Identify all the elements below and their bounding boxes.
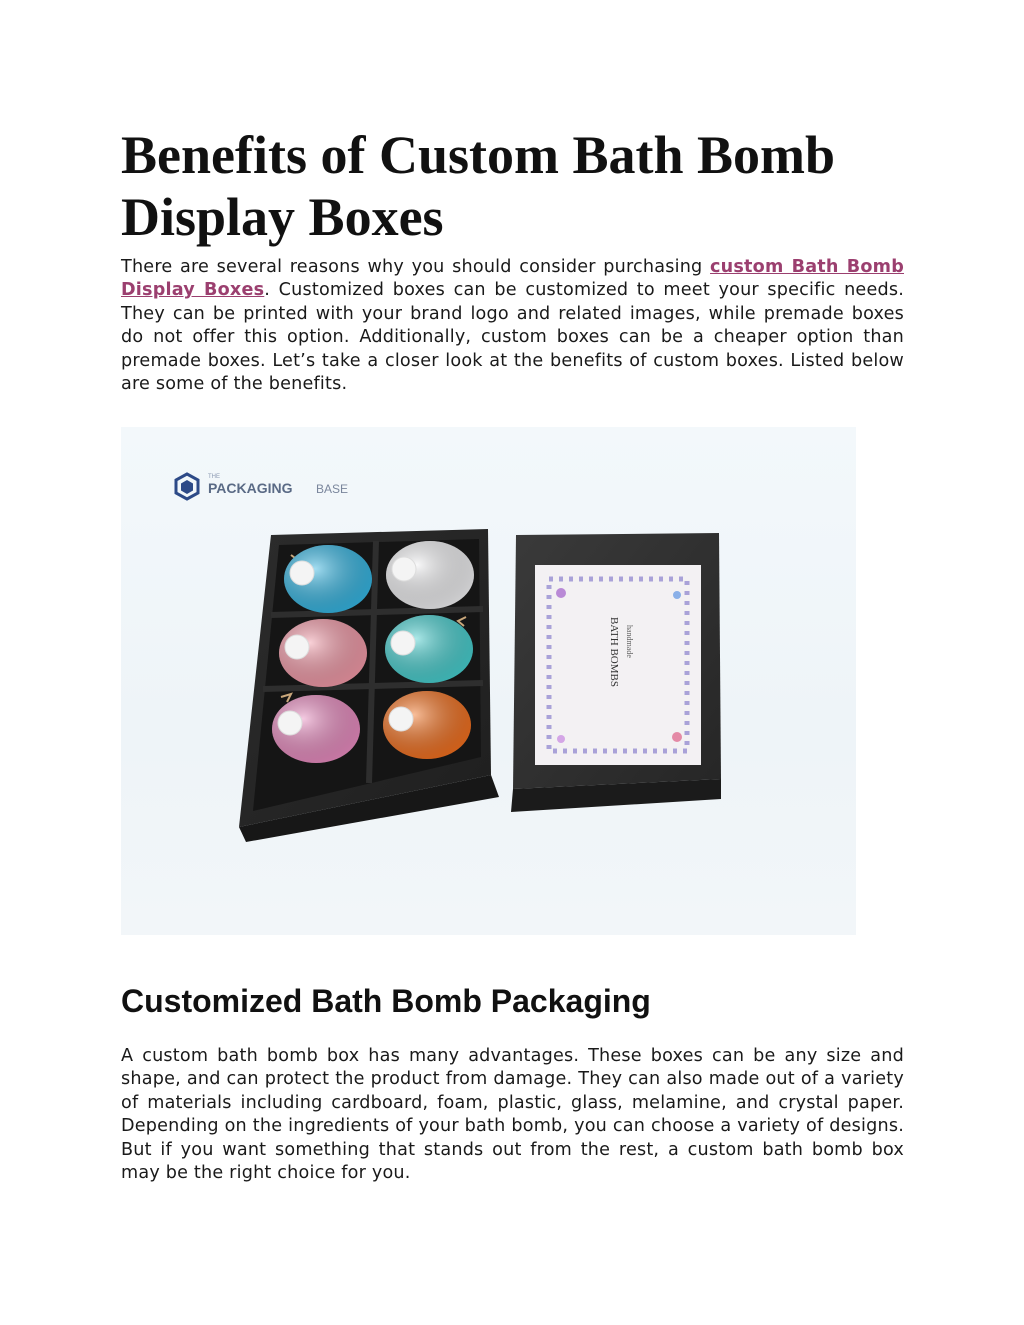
logo-main-text: PACKAGING [208,480,293,496]
lid-label-subtext: handmade [625,625,634,658]
packaging-base-logo [176,474,348,499]
product-photo [121,427,856,935]
custom-boxes-link[interactable]: custom Bath Bomb Display Boxes [121,257,904,301]
bath-bomb [386,541,474,609]
section-paragraph: A custom bath bomb box has many advantages. These boxes can be any size and shape, and can protect the product from damage. They can also made out of a variety of materials including cardboard, foam, plastic, glass, melamine, and crystal paper. Depending on the ingredients of your bath bomb, you can choose a variety of designs. But if you want something that stands out from the rest, a custom bath bomb box may be the right choice for you. [121,1046,904,1184]
logo-suffix-text: BASE [316,482,349,496]
intro-text-end: . Customized boxes can be customized to meet your specific needs. They can be printed with your brand logo and related images, while premade boxes do not offer this option. Additionally, custom boxes can be a cheaper option than premade boxes. Let’s take a closer look at the benefits of custom boxes. Listed below are some of the benefits. [121,280,904,395]
bath-bomb [383,691,471,759]
section-heading: Customized Bath Bomb Packaging [121,983,651,1019]
page-title: Benefits of Custom Bath Bomb Display Boxes [121,125,836,247]
logo-small-text: THE [208,474,220,480]
intro-paragraph [121,256,904,396]
bath-bomb [279,619,367,687]
box-lid [511,533,721,812]
intro-text-start: There are several reasons why you should consider purchasing [121,257,711,277]
bath-bomb [272,695,360,763]
bath-bomb [385,615,473,683]
bath-bomb [284,545,372,613]
lid-label-text: BATH BOMBS [608,617,620,687]
